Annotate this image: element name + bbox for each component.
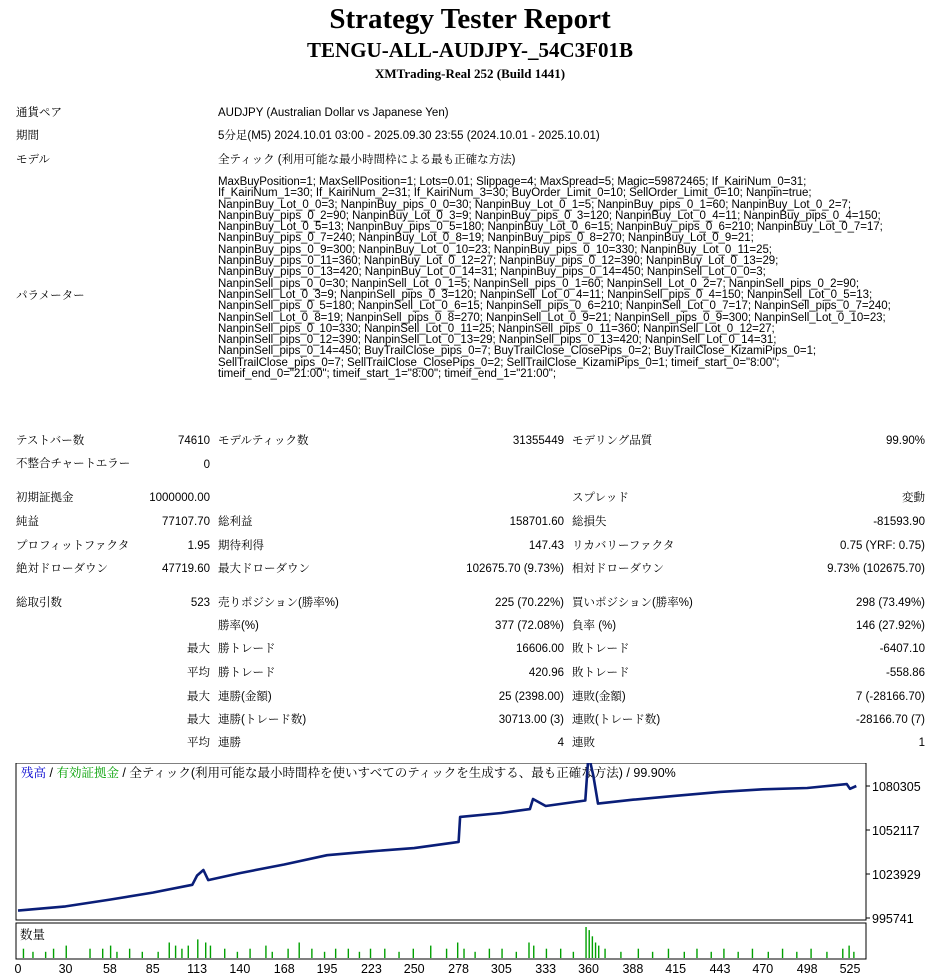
- volume-bar: [516, 952, 517, 958]
- pf-value: 1.95: [187, 540, 210, 552]
- volume-bar: [684, 952, 685, 958]
- y-tick-label: 1023929: [872, 868, 921, 882]
- largest-loss-value: -6407.10: [879, 643, 925, 655]
- volume-bar: [398, 952, 399, 958]
- volume-bar: [335, 949, 336, 958]
- volume-bar: [197, 939, 198, 958]
- netprofit-label: 純益: [16, 516, 39, 528]
- long-label: 買いポジション(勝率%): [572, 597, 693, 609]
- volume-bar: [265, 946, 266, 958]
- volume-bar: [23, 949, 24, 958]
- bars-label: テストバー数: [16, 435, 85, 447]
- pf-label: プロフィットファクタ: [16, 540, 130, 552]
- x-tick-label: 113: [187, 962, 208, 975]
- chart-frame: [16, 763, 866, 920]
- model-value: 全ティック (利用可能な最小時間枠による最も正確な方法): [218, 154, 516, 166]
- largest-win-value: 16606.00: [516, 643, 564, 655]
- ea-name: TENGU-ALL-AUDJPY-_54C3F01B: [307, 38, 633, 62]
- volume-bar: [638, 949, 639, 958]
- param-line: NanpinSell_pips_0_0=30; NanpinSell_Lot_0_1=5; NanpinSell_pips_0_1=60; NanpinSell_Lot_0_2=7; NanpinSell_pips_0_2=90;: [218, 277, 860, 290]
- volume-bar: [737, 952, 738, 958]
- volume-bar: [205, 943, 206, 959]
- expected-label: 期待利得: [218, 540, 264, 552]
- legend-sep: /: [46, 766, 57, 780]
- x-tick-label: 278: [448, 962, 469, 975]
- volume-bar: [711, 952, 712, 958]
- volume-bar: [129, 949, 130, 958]
- volume-bar: [413, 949, 414, 958]
- volume-bar: [782, 949, 783, 958]
- mismatch-value: 0: [203, 459, 210, 471]
- volume-bar: [116, 952, 117, 958]
- volume-bar: [89, 949, 90, 958]
- param-line: NanpinSell_pips_0_10=330; NanpinSell_Lot_0_11=25; NanpinSell_pips_0_11=360; NanpinSell_Lot_0_12=27;: [218, 322, 775, 335]
- volume-bar: [157, 952, 158, 958]
- x-tick-label: 525: [839, 962, 861, 975]
- volume-bar: [604, 949, 605, 958]
- maxdd-label: 最大ドローダウン: [218, 563, 310, 575]
- legend-sep: /: [118, 766, 130, 780]
- recovery-label: リカバリーファクタ: [572, 540, 675, 552]
- volume-bar: [573, 952, 574, 958]
- absdd-value: 47719.60: [162, 563, 210, 575]
- max-consec-loss-label: 連敗(トレード数): [572, 714, 661, 726]
- volume-bar: [181, 949, 182, 958]
- volume-bar: [853, 952, 854, 958]
- volume-bar: [463, 949, 464, 958]
- lossrate-label: 負率 (%): [572, 620, 617, 632]
- spread-label: スプレッド: [572, 492, 629, 504]
- volume-bar: [457, 943, 458, 959]
- param-line: If_KairiNum_1=30; If_KairiNum_2=31; If_KairiNum_3=30; BuyOrder_Limit_0=10; SellOrder_Limit_0=10; Nanpin=true;: [218, 187, 812, 200]
- x-tick-label: 305: [490, 962, 512, 975]
- max-consec-losses-value: 7 (-28166.70): [855, 691, 925, 703]
- volume-bar: [102, 949, 103, 958]
- volume-bar: [489, 949, 490, 958]
- volume-bar: [188, 946, 189, 958]
- volume-bar: [32, 952, 33, 958]
- trades-value: 523: [190, 597, 210, 609]
- x-tick-label: 250: [403, 962, 425, 975]
- chart-subtitle: 全ティック(利用可能な最小時間枠を使いすべてのティックを生成する、最も正確な方法) / 99.90%: [129, 766, 676, 780]
- winrate-value: 377 (72.08%): [494, 620, 564, 632]
- volume-bar: [169, 943, 170, 959]
- volume-bar: [53, 949, 54, 958]
- volume-bar: [272, 952, 273, 958]
- long-value: 298 (73.49%): [855, 597, 925, 609]
- x-tick-label: 388: [622, 962, 644, 975]
- short-label: 売りポジション(勝率%): [218, 597, 339, 609]
- symbol-value: AUDJPY (Australian Dollar vs Japanese Yen): [218, 107, 449, 119]
- winrate-label: 勝率(%): [218, 620, 259, 632]
- x-tick-label: 360: [578, 962, 599, 975]
- param-line: NanpinBuy_pips_0_13=420; NanpinBuy_Lot_0_14=31; NanpinBuy_pips_0_14=450; NanpinSell_Lot_0_0=3;: [218, 266, 766, 279]
- balance-chart: [14, 763, 932, 975]
- avg-consec-losses-label: 連敗: [572, 737, 595, 749]
- y-tick-label: 1080305: [872, 780, 921, 794]
- params-label: パラメーター: [16, 290, 85, 302]
- max-consec-losses-label: 連敗(金額): [572, 691, 626, 703]
- param-line: NanpinBuy_pips_0_2=90; NanpinBuy_Lot_0_3=9; NanpinBuy_pips_0_3=120; NanpinBuy_Lot_0_4=11; NanpinBuy_pips_0_4=150;: [218, 209, 881, 222]
- grossprofit-value: 158701.60: [509, 516, 564, 528]
- avg-loss-label: 敗トレード: [572, 667, 630, 679]
- volume-bar: [110, 946, 111, 958]
- spread-value: 変動: [902, 492, 925, 504]
- param-line: NanpinBuy_pips_0_9=300; NanpinBuy_Lot_0_10=23; NanpinBuy_pips_0_10=330; NanpinBuy_Lot_0_11=25;: [218, 243, 772, 256]
- quality-value: 99.90%: [885, 435, 925, 447]
- volume-bar: [370, 949, 371, 958]
- model-label: モデル: [16, 154, 50, 166]
- volume-bar: [723, 949, 724, 958]
- volume-bar: [598, 946, 599, 958]
- avg-consec-wins-value: 4: [557, 737, 564, 749]
- volume-bar: [696, 949, 697, 958]
- volume-bar: [668, 949, 669, 958]
- x-tick-label: 85: [145, 962, 160, 975]
- param-line: SellTrailClose_pips_0=7; SellTrailClose_ClosePips_0=2; SellTrailClose_KizamiPips_0=1; timeif_start_0="8:00";: [218, 356, 780, 369]
- period-label: 期間: [16, 130, 39, 142]
- avg-label: 平均: [187, 737, 210, 749]
- quality-label: モデリング品質: [572, 435, 653, 447]
- volume-bar: [533, 946, 534, 958]
- deposit-value: 1000000.00: [149, 492, 210, 504]
- y-tick-label: 1052117: [872, 824, 920, 838]
- report-title: Strategy Tester Report: [329, 3, 611, 35]
- volume-bar: [501, 949, 502, 958]
- volume-bar: [842, 949, 843, 958]
- avg-win-label: 勝トレード: [218, 667, 276, 679]
- param-line: NanpinSell_pips_0_12=390; NanpinSell_Lot_0_13=29; NanpinSell_pips_0_13=420; NanpinSell_Lot_0_14=31;: [218, 334, 777, 347]
- volume-bar: [810, 949, 811, 958]
- volume-bar: [66, 946, 67, 958]
- x-tick-label: 195: [316, 962, 338, 975]
- ticks-label: モデルティック数: [218, 435, 309, 447]
- period-value: 5分足(M5) 2024.10.01 03:00 - 2025.09.30 23:55 (2024.10.01 - 2025.10.01): [218, 130, 600, 142]
- x-tick-label: 168: [273, 962, 295, 975]
- volume-bar: [848, 946, 849, 958]
- server-info: XMTrading-Real 252 (Build 1441): [374, 66, 566, 81]
- volume-bar: [142, 952, 143, 958]
- param-line: MaxBuyPosition=1; MaxSellPosition=1; Lots=0.01; Slippage=4; MaxSpread=5; Magic=59872465; If_KairiNum_0=31;: [218, 176, 807, 188]
- symbol-label: 通貨ペア: [16, 107, 62, 119]
- volume-bar: [528, 943, 529, 959]
- absdd-label: 絶対ドローダウン: [16, 563, 108, 575]
- param-line: NanpinSell_pips_0_14=450; BuyTrailClose_pips_0=7; BuyTrailClose_ClosePips_0=2; BuyTrailClose_KizamiPips_0=1;: [218, 345, 817, 358]
- x-tick-label: 58: [102, 962, 117, 975]
- x-tick-label: 223: [360, 962, 382, 975]
- params-block: [218, 177, 930, 380]
- volume-bar: [768, 952, 769, 958]
- max-label: 最大: [187, 643, 210, 655]
- ticks-value: 31355449: [512, 435, 564, 447]
- max-consec-profit-label: 連勝(トレード数): [218, 714, 307, 726]
- volume-bar: [592, 936, 593, 958]
- x-tick-label: 0: [14, 962, 22, 975]
- avg-consec-losses-value: 1: [918, 737, 925, 749]
- volume-bar: [45, 952, 46, 958]
- param-line: NanpinBuy_Lot_0_0=3; NanpinBuy_pips_0_0=30; NanpinBuy_Lot_0_1=5; NanpinBuy_pips_0_1=60; NanpinBuy_Lot_0_2=7;: [218, 198, 852, 211]
- volume-label: 数量: [20, 928, 46, 942]
- volume-bar: [652, 952, 653, 958]
- max-consec-profit-value: 30713.00 (3): [498, 714, 564, 726]
- max-consec-wins-label: 連勝(金額): [218, 691, 272, 703]
- volume-bar: [311, 949, 312, 958]
- volume-bar: [446, 949, 447, 958]
- volume-bar: [210, 946, 211, 958]
- volume-bar: [796, 952, 797, 958]
- param-line: NanpinSell_pips_0_5=180; NanpinSell_Lot_0_6=15; NanpinSell_pips_0_6=210; NanpinSell_Lot_0_7=17; NanpinSell_pips_0_7=240;: [218, 300, 891, 313]
- param-line: timeif_end_0="21:00"; timeif_start_1="8:00"; timeif_end_1="21:00";: [218, 368, 556, 381]
- param-line: NanpinBuy_pips_0_11=360; NanpinBuy_Lot_0_12=27; NanpinBuy_pips_0_12=390; NanpinBuy_Lot_0_13=29;: [218, 255, 779, 268]
- x-tick-label: 30: [58, 962, 73, 975]
- volume-bar: [224, 949, 225, 958]
- volume-bar: [175, 946, 176, 958]
- volume-bar: [348, 949, 349, 958]
- volume-bar: [546, 949, 547, 958]
- y-tick-label: 995741: [872, 912, 914, 926]
- grossprofit-label: 総利益: [218, 516, 253, 528]
- largest-win-label: 勝トレード: [218, 643, 276, 655]
- volume-bar: [299, 943, 300, 959]
- expected-value: 147.43: [528, 540, 564, 552]
- volume-bar: [595, 943, 596, 959]
- param-line: NanpinBuy_pips_0_7=240; NanpinBuy_Lot_0_8=19; NanpinBuy_pips_0_8=270; NanpinBuy_Lot_0_9=21;: [218, 232, 754, 245]
- volume-bar: [474, 952, 475, 958]
- volume-bar: [560, 949, 561, 958]
- volume-bar: [324, 952, 325, 958]
- netprofit-value: 77107.70: [162, 516, 210, 528]
- grossloss-label: 総損失: [572, 516, 607, 528]
- volume-bar: [359, 952, 360, 958]
- largest-loss-label: 敗トレード: [572, 643, 630, 655]
- volume-bar: [430, 946, 431, 958]
- mismatch-label: 不整合チャートエラー: [16, 458, 131, 470]
- volume-bar: [287, 949, 288, 958]
- grossloss-value: -81593.90: [873, 516, 925, 528]
- x-tick-label: 415: [665, 962, 687, 975]
- avg-win-value: 420.96: [528, 667, 564, 679]
- chart-title: [21, 765, 676, 780]
- volume-bar: [620, 952, 621, 958]
- short-value: 225 (70.22%): [494, 597, 564, 609]
- balance-legend: 残高: [21, 766, 47, 780]
- volume-bar: [384, 949, 385, 958]
- reldd-label: 相対ドローダウン: [572, 563, 664, 575]
- max-label: 最大: [187, 691, 210, 703]
- max-consec-loss-value: -28166.70 (7): [855, 714, 925, 726]
- avg-label: 平均: [187, 667, 210, 679]
- max-label: 最大: [187, 714, 210, 726]
- deposit-label: 初期証拠金: [16, 492, 74, 504]
- bars-value: 74610: [178, 435, 210, 447]
- volume-bar: [589, 930, 590, 958]
- x-tick-label: 140: [229, 962, 251, 975]
- equity-legend: 有効証拠金: [56, 766, 119, 780]
- lossrate-value: 146 (27.92%): [855, 620, 925, 632]
- x-tick-label: 443: [709, 962, 731, 975]
- trades-label: 総取引数: [16, 597, 62, 609]
- volume-bar: [237, 952, 238, 958]
- reldd-value: 9.73% (102675.70): [827, 563, 925, 575]
- volume-bar: [752, 949, 753, 958]
- maxdd-value: 102675.70 (9.73%): [466, 563, 564, 575]
- volume-bar: [585, 927, 586, 958]
- avg-loss-value: -558.86: [885, 667, 925, 679]
- x-tick-label: 470: [752, 962, 774, 975]
- x-tick-label: 333: [535, 962, 557, 975]
- param-line: NanpinBuy_Lot_0_5=13; NanpinBuy_pips_0_5=180; NanpinBuy_Lot_0_6=15; NanpinBuy_pips_0_6=210; NanpinBuy_Lot_0_7=17;: [218, 221, 883, 234]
- volume-bar: [249, 949, 250, 958]
- recovery-value: 0.75 (YRF: 0.75): [839, 540, 925, 552]
- param-line: NanpinSell_Lot_0_3=9; NanpinSell_pips_0_3=120; NanpinSell_Lot_0_4=11; NanpinSell_pips_0_4=150; NanpinSell_Lot_0_5=13;: [218, 288, 873, 301]
- max-consec-wins-value: 25 (2398.00): [498, 691, 564, 703]
- avg-consec-wins-label: 連勝: [218, 737, 241, 749]
- param-line: NanpinSell_Lot_0_8=19; NanpinSell_pips_0_8=270; NanpinSell_Lot_0_9=21; NanpinSell_pips_0_9=300; NanpinSell_Lot_0_10=23;: [218, 311, 886, 324]
- volume-bar: [826, 952, 827, 958]
- x-tick-label: 498: [796, 962, 818, 975]
